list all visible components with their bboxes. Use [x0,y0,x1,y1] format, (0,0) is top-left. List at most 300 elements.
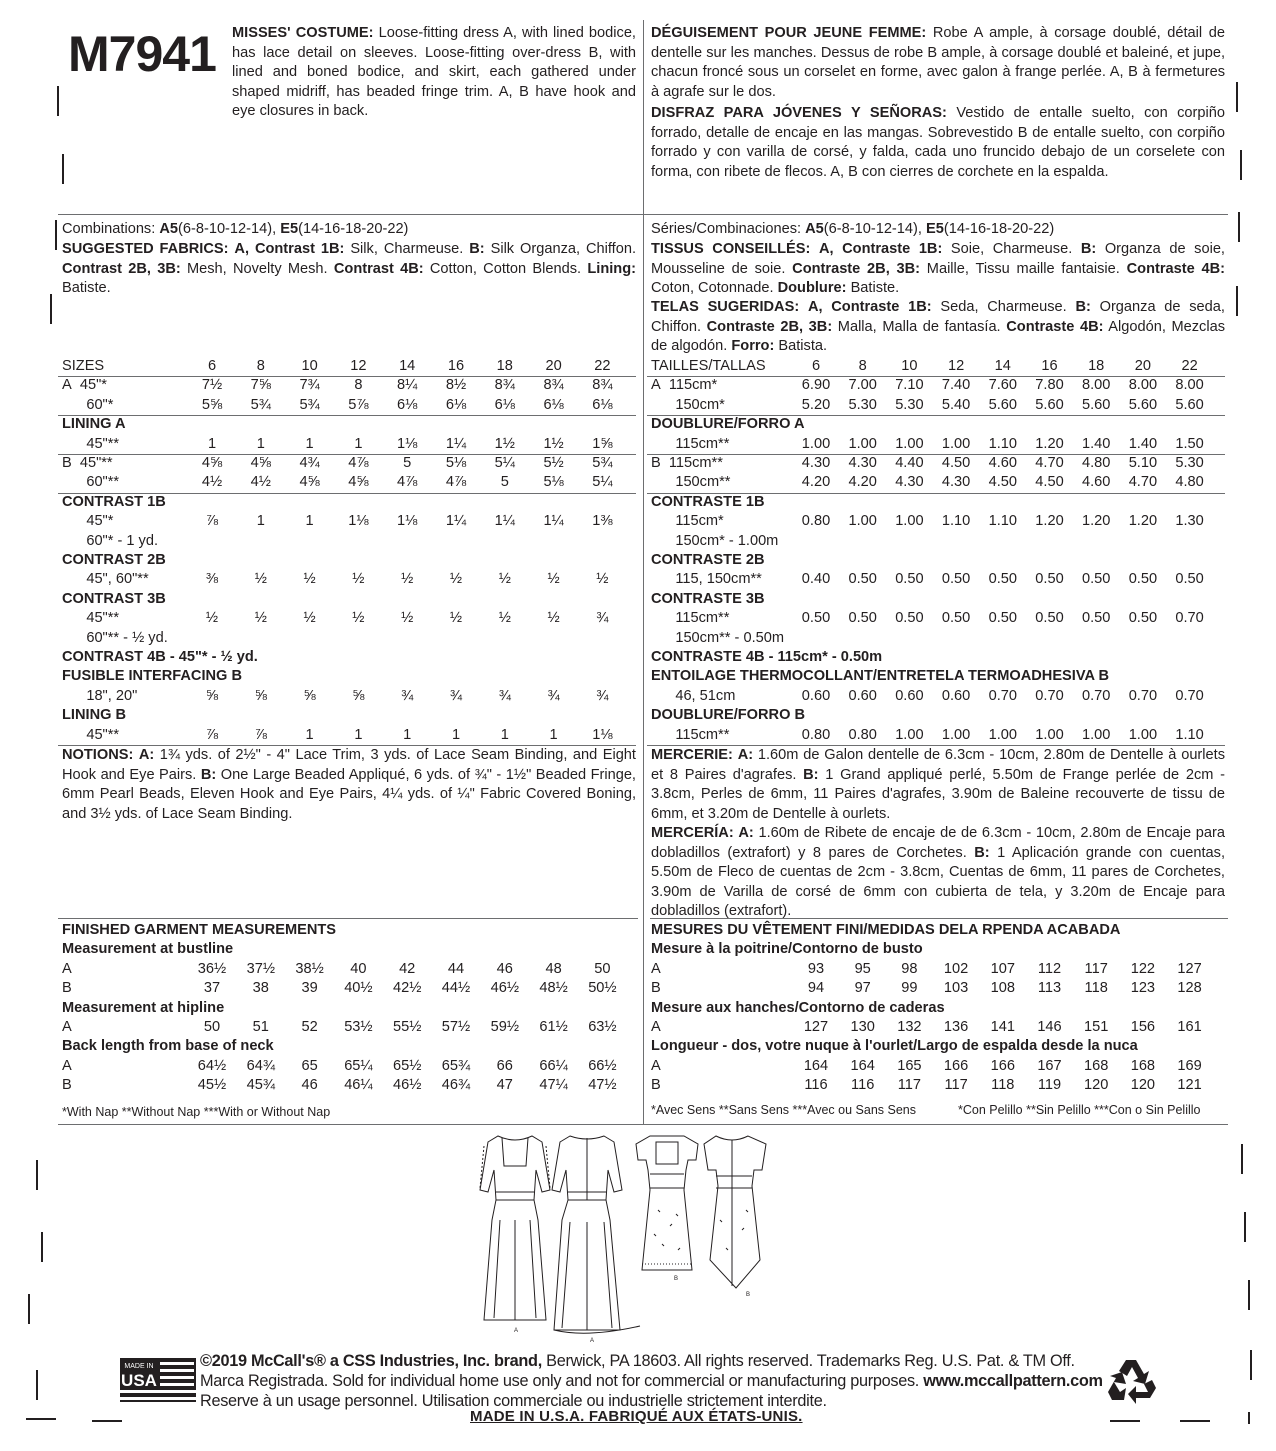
cell-value: 36½ [197,960,227,977]
cell-value: 1.20 [1035,513,1064,530]
cell-value: 5.60 [988,396,1017,413]
cell-value: 132 [897,1019,922,1035]
cell-value: 4⅝ [299,474,320,491]
table-row [62,1037,636,1056]
table-row [62,706,636,725]
table-row [62,960,636,979]
cell-value: 1 [256,513,265,530]
row-label: B 115cm** [651,455,723,471]
cell-value: 156 [1130,1019,1156,1035]
description-en [232,24,636,122]
cell-value: 120 [1130,1077,1156,1094]
cell-value: ⅞ [205,726,219,743]
cell-value: 1.10 [988,513,1017,530]
cell-value: 5.30 [848,396,877,413]
table-row [62,1076,636,1095]
view-a-back-drawing [552,1136,640,1333]
cell-value: ⅝ [303,687,316,704]
cell-value: 1½ [543,435,564,452]
cell-value: 0.70 [1175,610,1204,627]
crop-mark [1180,1420,1210,1422]
table-row [651,940,1225,959]
cell-value: 64¾ [246,1057,275,1074]
row-label: Back length from base of neck [62,1038,274,1055]
cell-value: 8.00 [1175,377,1204,394]
cell-value: 8.00 [1081,377,1111,394]
cell-value: 116 [851,1077,875,1094]
cell-value: 8¾ [592,377,613,394]
cell-value: 5.60 [1128,396,1158,413]
cell-value: ½ [205,610,219,627]
cell-value: 5.60 [1035,396,1064,413]
cell-value: 47 [496,1077,513,1094]
cell-value: ¾ [596,687,609,704]
cell-value: 8 [354,377,363,394]
row-label: 60"* [62,396,114,413]
row-label: B [62,980,72,997]
row-label: CONTRASTE 2B [651,552,765,568]
cell-value: 146 [1037,1019,1062,1035]
cell-value: 6⅛ [592,396,613,413]
table-row [62,1018,636,1037]
cell-value: 1.00 [801,435,831,452]
cell-value: 4.70 [1128,474,1158,491]
cell-value: 1.50 [1175,435,1204,452]
row-label: LINING B [62,707,127,724]
row-label: 45"** [62,610,120,627]
cell-value: 5.10 [1128,455,1158,471]
cell-value: 45½ [197,1077,227,1094]
cell-value: 117 [944,1077,968,1094]
view-a-front-drawing [480,1136,550,1320]
table-row [62,979,636,998]
cell-value: 6⅛ [494,396,515,413]
description-es [651,104,1225,182]
cell-value: 22 [594,358,611,374]
cell-value: 161 [1177,1019,1202,1035]
cell-value: 1.00 [895,513,924,530]
cell-value: 4.20 [801,474,831,491]
cell-value: 97 [854,980,871,997]
cell-value: 5.30 [1175,455,1204,471]
cell-value: 4¾ [299,455,320,471]
cell-value: ⅝ [254,687,267,704]
cell-value: 117 [897,1077,922,1094]
cell-value: 46½ [392,1077,422,1094]
row-label: 150cm** - 0.50m [651,629,785,646]
table-row [651,999,1225,1018]
description-es-title: DISFRAZ PARA JÓVENES Y SEÑORAS: [651,105,947,121]
table-row [62,512,636,531]
description-fr-body: Robe A ample, à corsage doublé, détail de dentelle sur les manches. Dessus de robe B ample, à corsage doublé et baleiné, et jupe, chacun froncé sous un corselet en forme, avec galon à frange perlée. A, B à fermetures à agrafe sur le dos. [651,25,1226,100]
row-label: 18", 20" [62,687,138,704]
cell-value: 0.50 [1128,610,1158,627]
cell-value: ½ [498,571,511,588]
cell-value: 38 [252,980,269,997]
cell-value: 0.50 [1175,571,1204,588]
table-row [62,376,636,395]
table-row [62,940,636,959]
cell-value: ½ [254,571,267,588]
cell-value: 44 [447,960,465,977]
cell-value: 4.60 [988,455,1017,471]
cell-value: 168 [1130,1057,1156,1074]
cell-value: 4.80 [1175,474,1204,491]
cell-value: 57½ [441,1019,471,1035]
combinations-en: Combinations: A5(6-8-10-12-14), E5(14-16-18-20-22) [62,221,409,237]
row-label: TAILLES/TALLAS [651,358,766,374]
recycle-icon [1106,1354,1160,1408]
notions-fr: MERCERIE: A: 1.60m de Galon dentelle de 6.3cm - 10cm, 2.80m de Dentelle à ourlets et 8 Paires d'agrafes. B: 1 Grand appliqué perlé, 5.50m de Frange perlée de 2cm - 3.8cm, Perles de 6mm, 11 Paires d'agrafes, 3.90m de Baleine recouverte de tissu de 6mm, et 3.20m de Dentelle à ourlets. [651,747,1226,822]
row-label: 115cm* [651,513,724,530]
table-row [651,609,1225,628]
table-row [62,551,636,570]
table-header-row [62,921,636,940]
row-label: A 45"* [62,377,107,394]
pattern-number: M7941 [68,26,216,82]
cell-value: 1.00 [988,726,1017,743]
cell-value: 0.40 [801,571,831,588]
row-label: 150cm* - 1.00m [651,532,779,549]
cell-value: 1.20 [1081,513,1111,530]
cell-value: 123 [1130,980,1156,997]
badge-usa: USA [121,1371,157,1390]
table-row [651,473,1225,492]
combinations-fr: Séries/Combinaciones: A5(6-8-10-12-14), E5(14-16-18-20-22) [651,221,1055,237]
crop-mark [41,1232,43,1262]
table-row [62,999,636,1018]
cell-value: 1⅜ [592,513,613,530]
cell-value: 0.50 [988,571,1017,588]
cell-value: 53½ [344,1019,373,1035]
row-label: 45"** [62,435,120,452]
cell-value: 7.80 [1035,377,1064,394]
crop-mark [36,1370,38,1400]
cell-value: 1 [549,726,558,743]
cell-value: 0.70 [1128,687,1158,704]
cell-value: 1 [354,726,363,743]
cell-value: 0.50 [1035,610,1064,627]
view-b-back-drawing [704,1136,766,1288]
cell-value: 50 [203,1019,221,1035]
cell-value: 108 [990,980,1015,997]
crop-mark [1250,1350,1252,1380]
cell-value: 5¼ [592,474,613,491]
cell-value: 1 [207,435,217,452]
cell-value: 1.00 [1128,726,1158,743]
description-fr-title: DÉGUISEMENT POUR JEUNE FEMME: [651,25,927,41]
row-label: CONTRASTE 4B - 115cm* - 0.50m [651,649,883,665]
cell-value: 4.30 [895,474,924,491]
rule [58,214,1228,215]
footnote-fr: *Avec Sens **Sans Sens ***Avec ou Sans Sens [651,1103,916,1117]
cell-value: 4½ [201,474,223,491]
garment-illustrations [470,1130,790,1350]
cell-value: 4.60 [1081,474,1111,491]
table-row [651,590,1225,609]
cell-value: 5.60 [1175,396,1204,413]
table-row [651,648,1225,667]
cell-value: 1.00 [848,513,877,530]
cell-value: 4⅞ [397,474,418,491]
cell-value: 98 [901,960,918,977]
rule [58,918,638,919]
cell-value: 46½ [490,980,519,997]
cell-value: 166 [943,1057,969,1074]
table-row [62,726,636,745]
finished-measurements-en [62,921,636,1101]
cell-value: 1 [305,435,314,452]
row-label: 115cm** [651,610,730,627]
crop-mark [1248,1280,1250,1310]
cell-value: 65 [301,1057,318,1074]
cell-value: 4½ [250,474,271,491]
cell-value: 20 [1134,358,1151,374]
cell-value: 46¼ [344,1077,373,1094]
yardage-table-en [62,357,636,747]
cell-value: 7.00 [848,377,877,394]
notions-es: MERCERÍA: A: 1.60m de Ribete de encaje de de 6.3cm - 10cm, 2.80m de Encaje para dobladillos (extrafort) y 8 pares de Corchetes. B: 1 Aplicación grande con cuentas, 5.50m de Fleco de cuentas de 2cm - 3.8cm, Cuentas de 6mm, 11 pares de Corchetes, 3.90m de Varilla de corsé de 6mm con cubierta de tela, y 3.20m de Encaje para dobladillos (extrafort). [651,825,1225,919]
cell-value: ½ [352,610,365,627]
table-row [651,454,1225,473]
cell-value: ½ [401,610,414,627]
cell-value: 0.70 [1035,687,1064,704]
cell-value: 39 [301,980,318,997]
table-row [62,473,636,492]
cell-value: 46¾ [441,1077,471,1094]
cell-value: 4.50 [988,474,1017,491]
cell-value: ¾ [449,687,463,704]
cell-value: ½ [547,571,560,588]
cell-value: 1.00 [1035,726,1064,743]
cell-value: 4.80 [1081,455,1111,471]
cell-value: 112 [1037,960,1062,977]
table-row [651,1037,1225,1056]
yardage-table-fr [651,357,1225,747]
cell-value: 5¾ [250,396,271,413]
row-label: CONTRASTE 1B [651,493,765,510]
cell-value: 8.00 [1128,377,1158,394]
cell-value: 0.50 [941,610,971,627]
cell-value: 0.60 [941,687,971,704]
rule [58,1124,1228,1125]
row-label: B [62,1077,72,1094]
table-row [651,979,1225,998]
cell-value: 66½ [588,1057,617,1074]
cell-value: 8 [858,358,867,374]
cell-value: 168 [1084,1057,1109,1074]
cell-value: 4⅝ [250,455,271,471]
cell-value: ¾ [547,687,560,704]
cell-value: 4.70 [1035,455,1064,471]
cell-value: 6⅛ [543,396,564,413]
cell-value: 103 [943,980,969,997]
cell-value: 46 [301,1077,318,1094]
cell-value: 0.70 [1081,687,1111,704]
table-row [651,1057,1225,1076]
cell-value: 16 [1041,358,1058,374]
crop-mark [57,86,59,116]
cell-value: 66 [496,1057,513,1074]
cell-value: 5¾ [592,455,613,471]
cell-value: 1.00 [941,726,971,743]
copyright-notice: ©2019 McCall's® a CSS Industries, Inc. brand, Berwick, PA 18603. All rights reserved. Trademarks Reg. U.S. Pat. & TM Off. Marca Registrada. Sold for individual home use only and not for commercial or manufacturing purposes. www.mccallpattern.com Reserve à un usage personnel. Utilisation commerciale ou industrielle strictement interdite. [200,1352,1103,1410]
cell-value: 7.60 [988,377,1017,394]
cell-value: 18 [496,358,513,374]
cell-value: 127 [1177,960,1202,977]
cell-value: 4⅝ [348,474,369,491]
row-label: B [651,980,661,997]
cell-value: 0.50 [801,610,831,627]
cell-value: 5.40 [941,396,971,413]
cell-value: 166 [990,1057,1015,1074]
cell-value: 0.70 [1175,687,1204,704]
table-row [62,493,636,512]
row-label: Measurement at hipline [62,999,225,1016]
cell-value: 1.20 [1128,513,1158,530]
cell-value: ½ [401,571,414,588]
cell-value: 0.50 [895,571,924,588]
description-es-body: Vestido de entalle suelto, con corpiño forrado, detalle de encaje en las mangas. Sobrevestido B de entalle suelto, con corpiño forrado y con varilla de corsé, y falda, cada uno fruncido debajo de un corselete con forma, con ribete de flecos. A, B con cierres de corchete en la espalda. [651,105,1225,180]
cell-value: 4.30 [941,474,971,491]
cell-value: 5⅞ [348,396,369,413]
cell-value: 12 [350,358,367,374]
cell-value: 38½ [295,960,324,977]
row-label: B [651,1077,661,1094]
cell-value: 64½ [197,1057,227,1074]
cell-value: 59½ [490,1019,519,1035]
cell-value: ½ [449,571,463,588]
fabrics-es: TELAS SUGERIDAS: A, Contraste 1B: Seda, Charmeuse. B: Organza de seda, Chiffon. Contraste 2B, 3B: Malla, Malla de fantasía. Contraste 4B: Algodón, Mezclas de algodón. Forro: Batista. [651,299,1226,354]
crop-mark [1240,150,1242,180]
cell-value: 6 [207,358,217,374]
cell-value: 169 [1177,1057,1202,1074]
fabrics-en: SUGGESTED FABRICS: A, Contrast 1B: Silk, Charmeuse. B: Silk Organza, Chiffon. Contrast 2B, 3B: Mesh, Novelty Mesh. Contrast 4B: Cotton, Cotton Blends. Lining: Batiste. [62,241,637,296]
cell-value: 5¾ [299,396,320,413]
row-label: MESURES DU VÊTEMENT FINI/MEDIDAS DELA RPENDA ACABADA [651,922,1121,938]
cell-value: 151 [1084,1019,1109,1035]
row-label: 46, 51cm [651,687,736,704]
table-row [62,629,636,648]
cell-value: 10 [901,358,918,374]
cell-value: 1.40 [1128,435,1158,452]
cell-value: 7½ [201,377,223,394]
made-in-usa-text: MADE IN U.S.A. FABRIQUÉ AUX ÉTATS-UNIS. [470,1408,803,1425]
cell-value: 5⅛ [445,455,467,471]
cell-value: 121 [1177,1077,1202,1094]
cell-value: 128 [1177,980,1202,997]
row-label: Measurement at bustline [62,941,234,958]
table-row [651,960,1225,979]
cell-value: 0.50 [1081,610,1111,627]
row-label: 150cm** [651,474,731,491]
cell-value: 0.50 [1128,571,1158,588]
cell-value: 118 [1084,980,1108,997]
cell-value: 20 [545,358,562,374]
cell-value: 50 [594,960,611,977]
cell-value: 55½ [392,1019,422,1035]
row-label: 60"** - ½ yd. [62,629,168,646]
cell-value: 1.10 [1175,726,1204,743]
cell-value: 130 [850,1019,875,1035]
cell-value: 7⅝ [250,377,271,394]
cell-value: 0.50 [848,610,877,627]
cell-value: 141 [990,1019,1015,1035]
table-row [651,629,1225,648]
cell-value: 1 [354,435,363,452]
cell-value: 1¼ [445,435,467,452]
row-label: Mesure à la poitrine/Contorno de busto [651,941,923,958]
cell-value: 8¾ [543,377,564,394]
cell-value: 6.90 [801,377,831,394]
cell-value: 40½ [344,980,373,997]
cell-value: ⅝ [352,687,365,704]
crop-mark [1241,1144,1243,1174]
cell-value: 8 [256,358,265,374]
cell-value: 10 [301,358,318,374]
cell-value: 65¾ [441,1057,471,1074]
cell-value: 44½ [441,980,471,997]
cell-value: 14 [399,358,416,374]
row-label: DOUBLURE/FORRO A [651,416,805,433]
cell-value: 66¼ [539,1057,568,1074]
cell-value: 61½ [539,1019,568,1035]
cell-value: 0.60 [801,687,831,704]
table-row [651,512,1225,531]
table-row [62,532,636,551]
cell-value: 16 [447,358,465,374]
cell-value: 65¼ [344,1057,373,1074]
row-label: 115cm** [651,726,730,743]
row-label: LINING A [62,416,126,433]
table-row [62,415,636,434]
cell-value: 4⅝ [201,455,223,471]
cell-value: 1¼ [494,513,515,530]
cell-value: 7.10 [895,377,924,394]
cell-value: 167 [1037,1057,1062,1074]
cell-value: 1 [451,726,461,743]
cell-value: 4.50 [1035,474,1064,491]
row-label: CONTRAST 4B - 45"* - ½ yd. [62,649,258,665]
cell-value: 5.30 [895,396,924,413]
cell-value: 7.40 [941,377,971,394]
cell-value: 1⅛ [397,435,418,452]
cell-value: 5.60 [1081,396,1111,413]
cell-value: 1.00 [848,435,877,452]
cell-value: 1 [305,513,314,530]
cell-value: 0.80 [801,726,831,743]
cell-value: 1¼ [543,513,564,530]
row-label: 60"* - 1 yd. [62,532,159,549]
cell-value: 0.80 [801,513,831,530]
cell-value: 48 [545,960,562,977]
table-row [651,570,1225,589]
row-label: DOUBLURE/FORRO B [651,707,806,724]
table-row [62,648,636,667]
table-row [62,590,636,609]
cell-value: 18 [1088,358,1105,374]
cell-value: 116 [804,1077,828,1094]
cell-value: 8½ [445,377,467,394]
footnote-en: *With Nap **Without Nap ***With or Without Nap [62,1105,331,1119]
cell-value: 0.50 [1081,571,1111,588]
notions-en: NOTIONS: A: 1¾ yds. of 2½" - 4" Lace Trim, 3 yds. of Lace Seam Binding, and Eight Hook and Eye Pairs. B: One Large Beaded Appliqué, 6 yds. of ¾" - 1½" Beaded Fringe, 6mm Pearl Beads, Eleven Hook and Eye Pairs, 4¼ yds. of ¼" Fabric Covered Boning, and 3½ yds. of Lace Seam Binding. [62,747,636,822]
row-label: A [62,1019,72,1035]
cell-value: 1⅛ [592,726,613,743]
row-label: CONTRAST 2B [62,552,166,568]
cell-value: 63½ [588,1019,617,1035]
table-row [62,396,636,415]
